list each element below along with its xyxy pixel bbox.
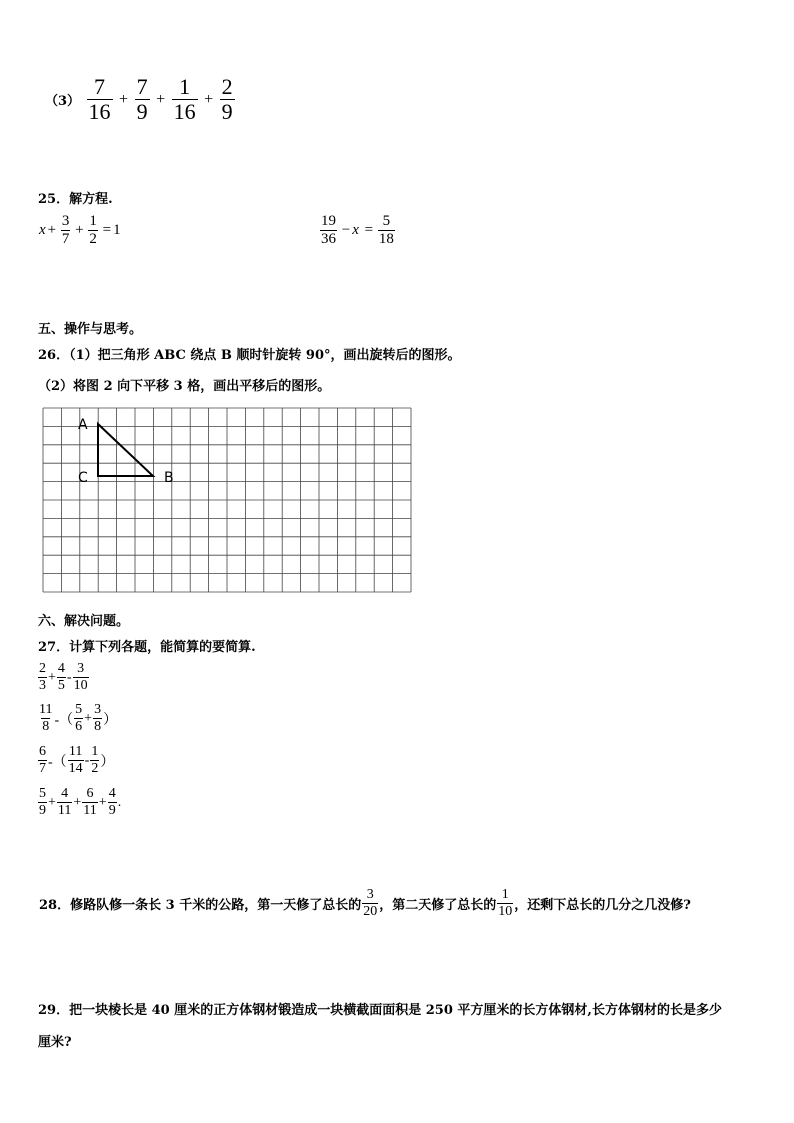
triangle-abc (98, 424, 153, 476)
q26-line-1: 26．（1）把三角形 ABC 绕点 B 顺时针旋转 90°，画出旋转后的图形。 (38, 348, 461, 363)
section-5-title: 五、操作与思考。 (38, 322, 143, 337)
q27-expression-2: $\frac{11}{8}$ -（ $\frac{5}{6}$ + $\frac{3}{8}$ ） (39, 702, 118, 734)
q27-title: 27．计算下列各题，能简算的要简算. (38, 640, 256, 655)
q27-expression-1: $\frac{2}{3}$ + $\frac{4}{5}$ - $\frac{3}{10}$ (39, 661, 88, 693)
q27-expression-3: $\frac{6}{7}$ -（ $\frac{11}{14}$ - $\frac{1}{2}$ ） (39, 744, 115, 776)
q26-line-2: （2）将图 2 向下平移 3 格，画出平移后的图形。 (38, 379, 331, 394)
q25-equation-2: $\frac{19}{36}$ − x = $\frac{5}{18}$ (321, 213, 394, 247)
vertex-label-a: A (78, 417, 88, 433)
q25-title: 25．解方程. (38, 192, 113, 207)
q24-3-expression: （3） $\frac{7}{16}$ + $\frac{7}{9}$ + $\frac{1}{16}$ + $\frac{2}{9}$ (45, 74, 233, 124)
q29-line-1: 29．把一块棱长是 40 厘米的正方体钢材锻造成一块横截面面积是 250 平方厘米的长方体钢材,长方体钢材的长是多少 (38, 1003, 722, 1018)
q29-line-2: 厘米? (38, 1035, 72, 1050)
section-6-title: 六、解决问题。 (38, 614, 130, 629)
vertex-label-b: B (164, 470, 174, 486)
grid-figure (40, 406, 416, 596)
q27-expression-4: $\frac{5}{9}$ + $\frac{4}{11}$ + $\frac{6}{11}$ + $\frac{4}{9}$ . (39, 786, 122, 818)
fraction: $\frac{1}{16}$ (173, 74, 196, 124)
q28-question: 28．修路队修一条长 3 千米的公路，第一天修了总长的 $\frac{3}{20}$ ，第二天修了总长的 $\frac{1}{10}$ ，还剩下总长的几分之几没修? (39, 887, 691, 919)
fraction: $\frac{7}{9}$ (136, 74, 148, 124)
vertex-label-c: C (78, 470, 88, 486)
fraction: $\frac{2}{9}$ (221, 74, 233, 124)
fraction: $\frac{7}{16}$ (88, 74, 111, 124)
q24-3-label: （3） (45, 94, 81, 109)
q25-equation-1: x + $\frac{3}{7}$ + $\frac{1}{2}$ = 1 (39, 213, 121, 247)
